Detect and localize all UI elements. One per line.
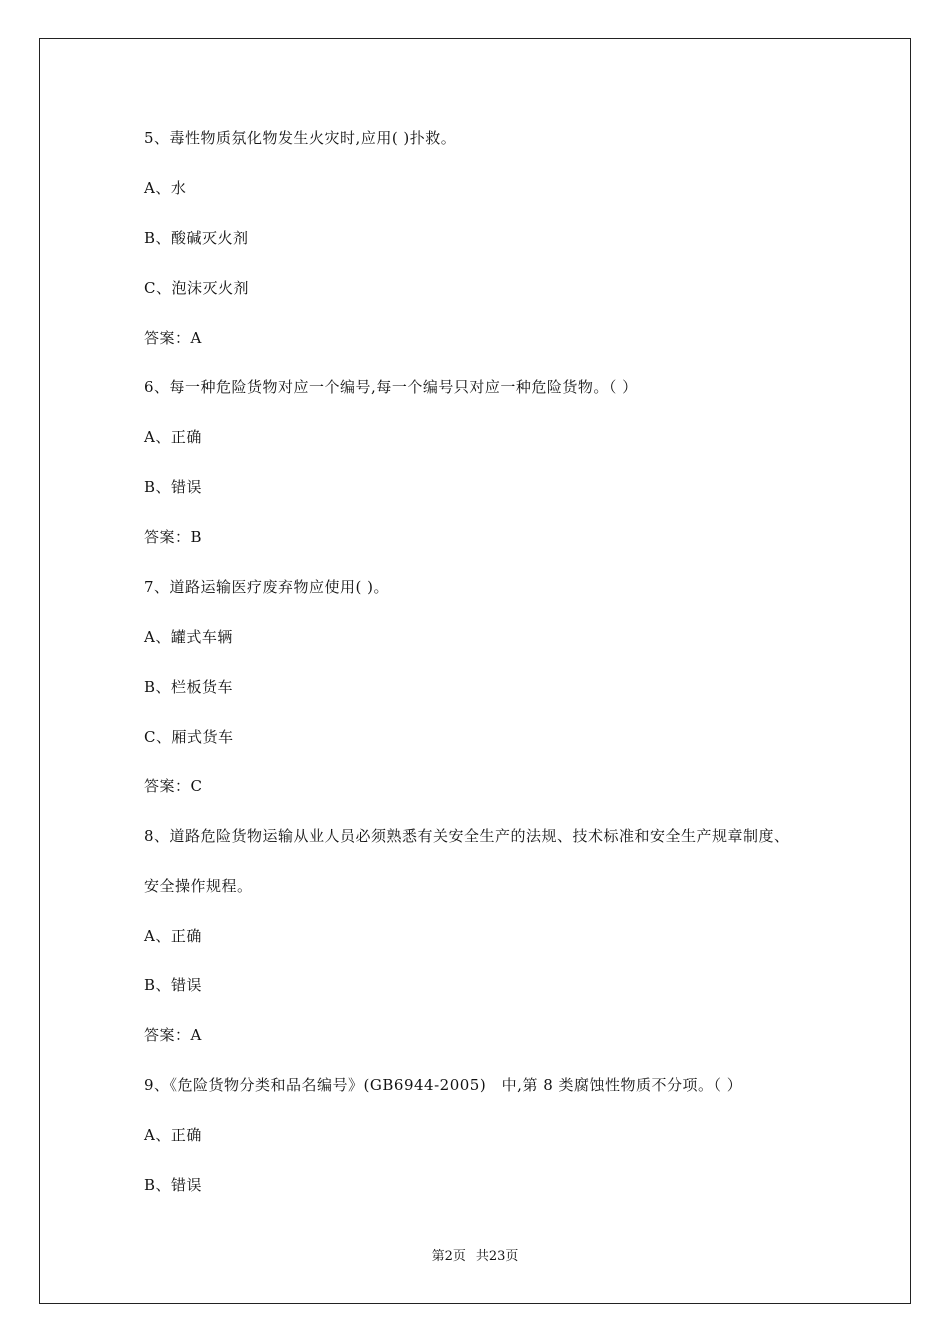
question-5-option-b: B、酸碱灭火剂 [144, 229, 249, 247]
question-5-option-c: C、泡沫灭火剂 [144, 279, 249, 297]
question-9-option-b: B、错误 [144, 1176, 203, 1194]
page-footer [0, 1248, 950, 1266]
question-6-answer: 答案：B [144, 528, 203, 546]
question-7-option-b: B、栏板货车 [144, 678, 234, 696]
question-6-option-b: B、错误 [144, 478, 203, 496]
question-8-stem: 8、道路危险货物运输从业人员必须熟悉有关安全生产的法规、技术标准和安全生产规章制度、 [144, 827, 790, 845]
question-8-option-b: B、错误 [144, 976, 203, 994]
question-7-answer: 答案：C [144, 777, 203, 795]
question-7-stem: 7、道路运输医疗废弃物应使用( )。 [144, 578, 390, 596]
question-9-stem: 9、《危险货物分类和品名编号》(GB6944-2005) 中,第 8 类腐蚀性物质不分项。（ ） [144, 1076, 743, 1094]
question-8-answer: 答案：A [144, 1026, 202, 1044]
question-8-option-a: A、正确 [144, 927, 202, 945]
question-6-stem: 6、每一种危险货物对应一个编号,每一个编号只对应一种危险货物。（ ） [144, 378, 638, 396]
question-7-option-a: A、罐式车辆 [144, 628, 233, 646]
page-number: 第2页 [431, 1249, 466, 1264]
question-6-option-a: A、正确 [144, 428, 202, 446]
page-total: 共23页 [475, 1249, 519, 1264]
question-8-stem-continued: 安全操作规程。 [144, 877, 253, 895]
question-5-answer: 答案：A [144, 329, 202, 347]
question-7-option-c: C、厢式货车 [144, 728, 234, 746]
question-9-option-a: A、正确 [144, 1126, 202, 1144]
question-5-stem: 5、毒性物质氛化物发生火灾时,应用( )扑救。 [144, 129, 457, 147]
question-5-option-a: A、水 [144, 179, 187, 197]
